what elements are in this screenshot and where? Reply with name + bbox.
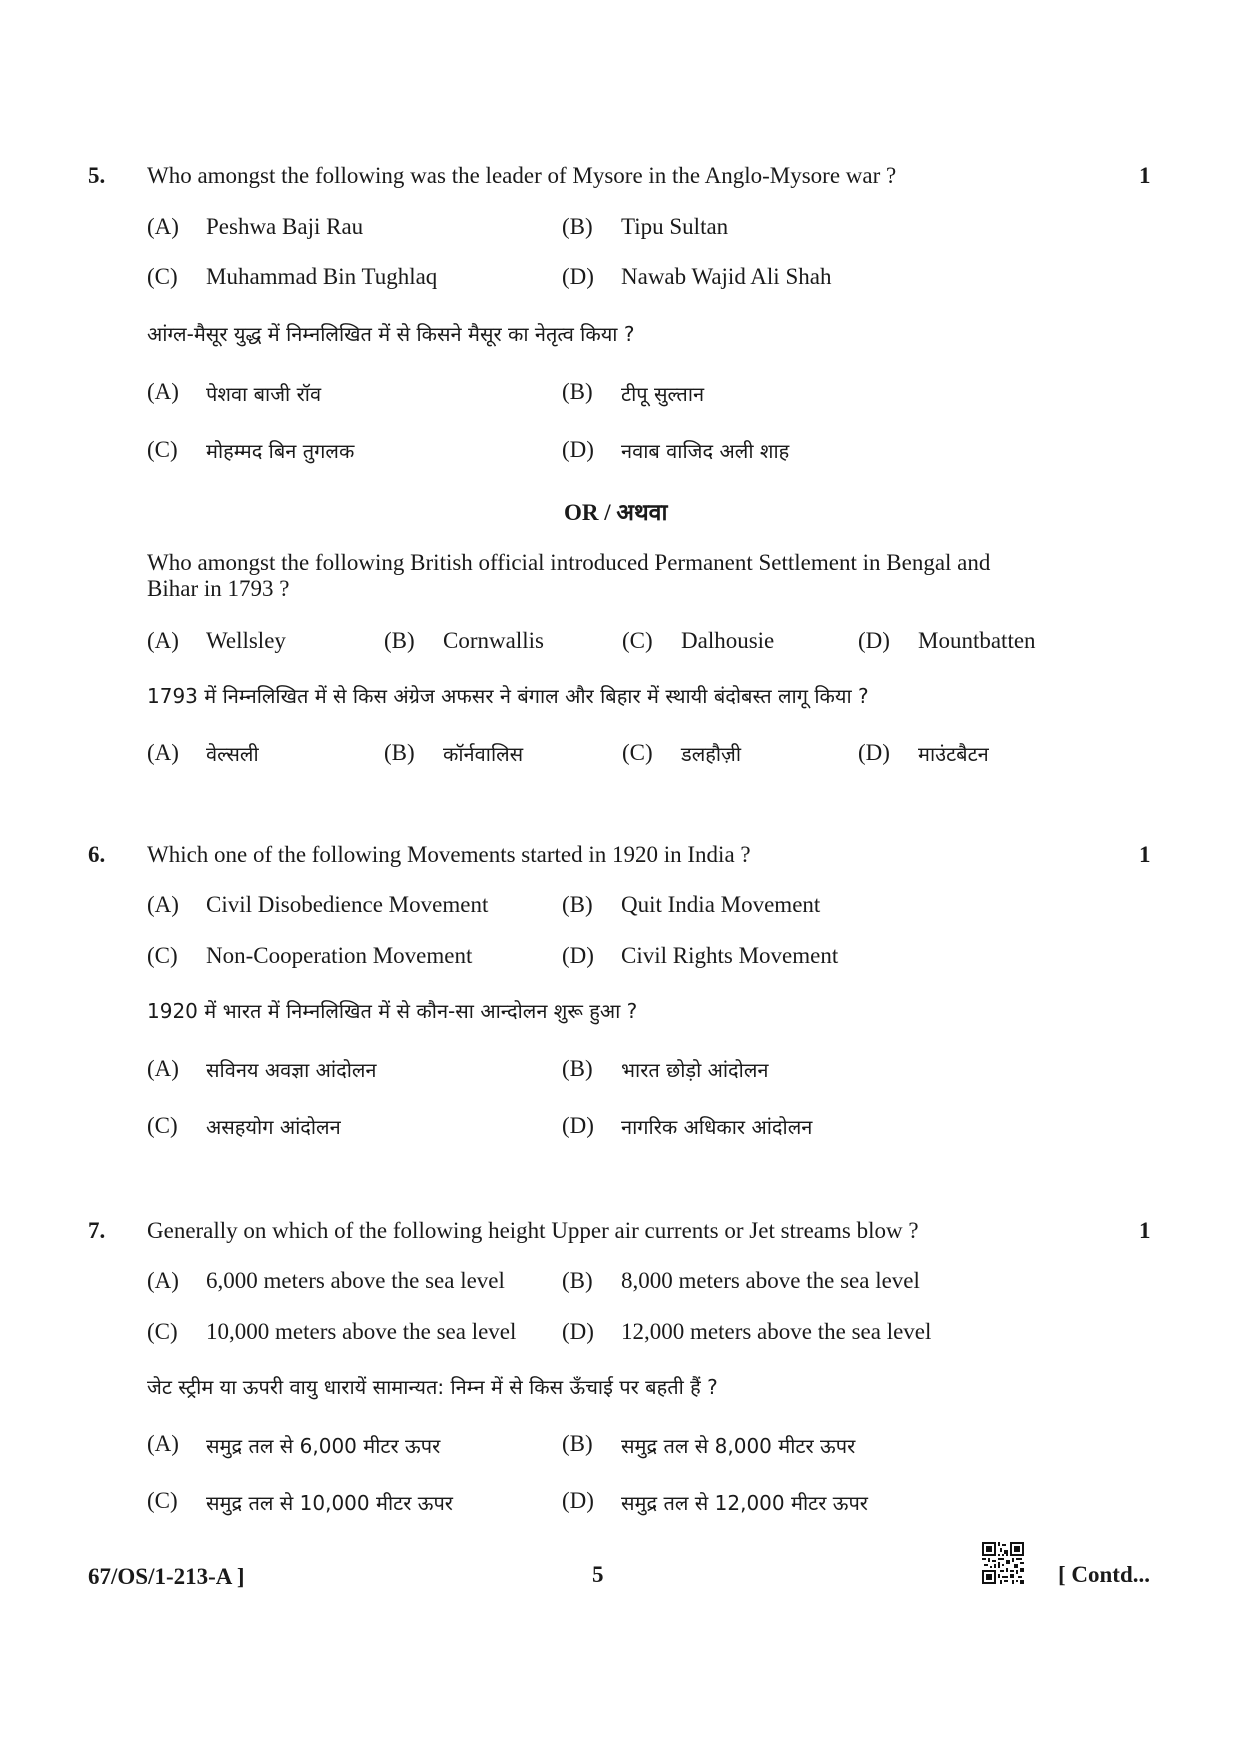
- option-label: (C): [147, 1488, 178, 1513]
- option-label: (C): [147, 1319, 178, 1344]
- or-separator: OR / अथवा: [564, 500, 668, 525]
- option-label: (B): [562, 892, 593, 917]
- option-text: Tipu Sultan: [621, 214, 729, 239]
- option-label: (D): [562, 943, 594, 968]
- option-label: (D): [562, 1113, 594, 1138]
- option-label: (D): [562, 1319, 594, 1344]
- option-label: (B): [562, 214, 593, 239]
- alt-question-text-hindi: 1793 में निम्नलिखित में से किस अंग्रेज अफसर ने बंगाल और बिहार में स्थायी बंदोबस्त लागू किया ?: [147, 684, 869, 708]
- option-label: (A): [147, 740, 179, 765]
- option-label: (B): [384, 628, 415, 653]
- option-text: 12,000 meters above the sea level: [621, 1319, 932, 1344]
- option-text: Civil Disobedience Movement: [206, 892, 489, 917]
- option-text: Dalhousie: [681, 628, 775, 653]
- option-label: (C): [147, 264, 178, 289]
- qr-code-icon: [982, 1542, 1024, 1584]
- question-text: Who amongst the following was the leader of Mysore in the Anglo-Mysore war ?: [147, 163, 897, 188]
- option-text: 6,000 meters above the sea level: [206, 1268, 505, 1293]
- question-number: 5.: [88, 163, 106, 188]
- continued-label: [ Contd...: [1058, 1562, 1151, 1587]
- option-label: (C): [147, 943, 178, 968]
- option-text: Quit India Movement: [621, 892, 821, 917]
- option-text-hindi: माउंटबैटन: [918, 742, 989, 766]
- option-label: (D): [562, 1488, 594, 1513]
- option-text: Muhammad Bin Tughlaq: [206, 264, 438, 289]
- option-text: Cornwallis: [443, 628, 544, 653]
- option-text-hindi: समुद्र तल से 12,000 मीटर ऊपर: [621, 1491, 868, 1515]
- option-text-hindi: पेशवा बाजी रॉव: [206, 382, 322, 406]
- option-text: Nawab Wajid Ali Shah: [621, 264, 832, 289]
- question-marks: 1: [1139, 842, 1151, 867]
- option-text-hindi: मोहम्मद बिन तुगलक: [206, 439, 355, 463]
- option-label: (A): [147, 628, 179, 653]
- option-label: (A): [147, 214, 179, 239]
- option-text-hindi: वेल्सली: [206, 742, 259, 766]
- page-number: 5: [592, 1562, 604, 1587]
- question-text-hindi: जेट स्ट्रीम या ऊपरी वायु धारायें सामान्यत: निम्न में से किस ऊँचाई पर बहती हैं ?: [147, 1375, 718, 1399]
- option-text: Peshwa Baji Rau: [206, 214, 364, 239]
- option-label: (C): [622, 628, 653, 653]
- option-text-hindi: टीपू सुल्तान: [621, 382, 705, 406]
- alt-question-text: Who amongst the following British official introduced Permanent Settlement in Bengal and: [147, 550, 991, 575]
- option-label: (A): [147, 379, 179, 404]
- option-label: (A): [147, 1056, 179, 1081]
- option-text-hindi: कॉर्नवालिस: [443, 742, 524, 766]
- option-text-hindi: समुद्र तल से 10,000 मीटर ऊपर: [206, 1491, 453, 1515]
- option-text-hindi: समुद्र तल से 6,000 मीटर ऊपर: [206, 1434, 441, 1458]
- option-label: (C): [147, 1113, 178, 1138]
- option-label: (C): [147, 437, 178, 462]
- option-text-hindi: भारत छोड़ो आंदोलन: [621, 1058, 769, 1082]
- option-label: (B): [384, 740, 415, 765]
- option-label: (B): [562, 1431, 593, 1456]
- option-label: (C): [622, 740, 653, 765]
- option-text-hindi: नवाब वाजिद अली शाह: [621, 439, 790, 463]
- question-marks: 1: [1139, 1218, 1151, 1243]
- question-number: 7.: [88, 1218, 106, 1243]
- option-text-hindi: सविनय अवज्ञा आंदोलन: [206, 1058, 377, 1082]
- option-label: (B): [562, 1268, 593, 1293]
- alt-question-text-line2: Bihar in 1793 ?: [147, 576, 290, 601]
- option-label: (A): [147, 892, 179, 917]
- option-label: (D): [858, 740, 890, 765]
- question-text: Generally on which of the following height Upper air currents or Jet streams blow ?: [147, 1218, 919, 1243]
- question-text-hindi: 1920 में भारत में निम्नलिखित में से कौन-सा आन्दोलन शुरू हुआ ?: [147, 999, 638, 1023]
- option-label: (B): [562, 1056, 593, 1081]
- option-text: Non-Cooperation Movement: [206, 943, 473, 968]
- question-marks: 1: [1139, 163, 1151, 188]
- option-text: Civil Rights Movement: [621, 943, 839, 968]
- option-text: 8,000 meters above the sea level: [621, 1268, 920, 1293]
- paper-code: 67/OS/1-213-A ]: [88, 1564, 245, 1589]
- option-text: Mountbatten: [918, 628, 1036, 653]
- option-text-hindi: असहयोग आंदोलन: [206, 1115, 341, 1139]
- option-text-hindi: डलहौज़ी: [681, 742, 742, 766]
- option-label: (B): [562, 379, 593, 404]
- question-number: 6.: [88, 842, 106, 867]
- option-label: (A): [147, 1431, 179, 1456]
- option-label: (D): [562, 437, 594, 462]
- option-label: (A): [147, 1268, 179, 1293]
- option-text-hindi: नागरिक अधिकार आंदोलन: [621, 1115, 813, 1139]
- option-text: Wellsley: [206, 628, 286, 653]
- option-text: 10,000 meters above the sea level: [206, 1319, 517, 1344]
- option-label: (D): [562, 264, 594, 289]
- option-text-hindi: समुद्र तल से 8,000 मीटर ऊपर: [621, 1434, 856, 1458]
- question-text: Which one of the following Movements started in 1920 in India ?: [147, 842, 751, 867]
- question-text-hindi: आंग्ल-मैसूर युद्ध में निम्नलिखित में से किसने मैसूर का नेतृत्व किया ?: [147, 322, 635, 346]
- option-label: (D): [858, 628, 890, 653]
